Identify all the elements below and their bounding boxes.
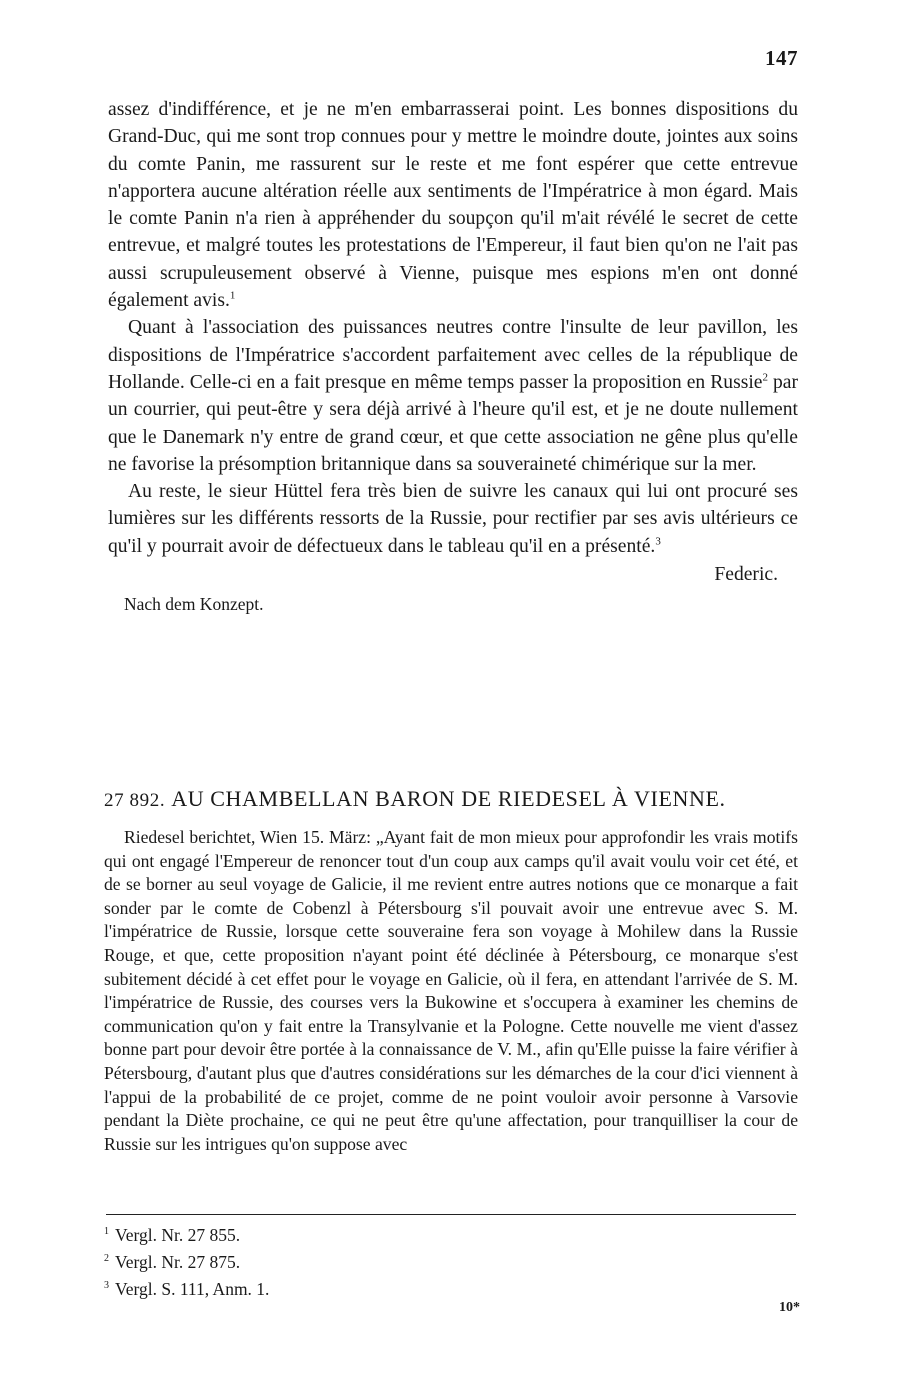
footnotes	[104, 1220, 269, 1300]
paragraph-3	[108, 478, 798, 560]
page-number: 147	[765, 46, 798, 70]
document-number: 27 892.	[104, 790, 166, 811]
document-title: AU CHAMBELLAN BARON DE RIEDESEL À VIENNE.	[171, 786, 726, 811]
paragraph-2-text-b: par un courrier, qui peut-être y sera déjà arrivé à l'heure qu'il est, et je ne doute nullement que le Danemark n'y entre de grand cœur, et que cette association ne gêne plus qu'elle ne favorise la présomption britannique dans sa souveraineté chimérique sur la mer.	[108, 371, 799, 475]
signature: Federic.	[714, 564, 778, 586]
footnote-ref-3: 3	[655, 535, 661, 548]
footnote-divider	[106, 1214, 796, 1215]
footnote	[104, 1220, 269, 1247]
footnote-ref-2: 2	[762, 371, 768, 384]
paragraph-1-text: assez d'indifférence, et je ne m'en embarrasserai point. Les bonnes dispositions du Grand-Duc, qui me sont trop connues pour y mettre le moindre doute, jointes aux soins du comte Panin, me rassurent sur le reste et me font espérer que cette entrevue n'apportera aucune altération réelle aux sentiments de l'Impératrice à mon égard. Mais le comte Panin n'a rien à appréhender du soupçon qu'il m'ait révélé le secret de cette entrevue, et malgré toutes les protestations de l'Empereur, il faut bien qu'on ne l'ait pas aussi scrupuleusement observé à Vienne, puisque mes espions m'en ont donné également avis.	[108, 99, 798, 312]
source-note: Nach dem Konzept.	[124, 594, 264, 615]
footnote	[104, 1247, 269, 1274]
footnote-ref-1: 1	[229, 289, 236, 302]
printer-signature-mark: 10*	[779, 1300, 800, 1315]
footnote-mark: 2	[104, 1252, 109, 1264]
footnote-text: Vergl. Nr. 27 855.	[115, 1224, 241, 1245]
footnote	[104, 1274, 269, 1301]
footnote-text: Vergl. Nr. 27 875.	[115, 1251, 241, 1272]
paragraph-2-text-a: Quant à l'association des puissances neutres contre l'insulte de leur pavillon, les dispositions de l'Impératrice s'accordent parfaitement avec celles de la république de Hollande. Celle-ci en a fait presque en même temps passer la proposition en Russie	[108, 317, 798, 393]
footnote-text: Vergl. S. 111, Anm. 1.	[115, 1278, 270, 1299]
footnote-mark: 1	[104, 1226, 109, 1237]
paragraph-3-text: Au reste, le sieur Hüttel fera très bien de suivre les canaux qui lui ont procuré ses lumières sur les différents ressorts de la Russie, pour rectifier par ses avis ultérieurs ce qu'il y pourrait avoir de défectueux dans le tableau qu'il en a présenté.	[108, 481, 798, 557]
document-heading	[104, 786, 798, 812]
paragraph-1	[108, 96, 798, 314]
paragraph-2	[108, 314, 798, 478]
report-paragraph: Riedesel berichtet, Wien 15. März: „Ayant fait de mon mieux pour approfondir les vrais motifs qui ont engagé l'Empereur de renoncer tout d'un coup aux camps qu'il avait voulu voir cet été, et de se borner au seul voyage de Galicie, il me revient entre autres notions que ce monarque a fait sonder par le comte de Cobenzl à Pétersbourg s'il pouvait avoir une entrevue avec S. M. l'impératrice de Russie, lorsque cette souveraine fera son voyage à Mohilew dans la Russie Rouge, et que, cette proposition n'ayant point été déclinée à Pétersbourg, ce monarque s'est subitement décidé à cet effet pour le voyage en Galicie, où il fera, en attendant l'arrivée de S. M. l'impératrice de Russie, des courses vers la Bukowine et s'occupera à examiner les chemins de communication qu'on y fait entre la Transylvanie et la Pologne. Cette nouvelle me vient d'assez bonne part pour devoir être portée à la connaissance de V. M., afin qu'Elle puisse la faire vérifier à Pétersbourg, d'autant plus que d'autres considérations sur les démarches de la cour d'ici viennent à l'appui de la probabilité de ce projet, comme de ne point vouloir avoir personne à Varsovie pendant la Diète prochaine, ce qui ne peut être qu'une affectation, pour tranquilliser la cour de Russie sur les intrigues qu'on suppose avec	[104, 827, 798, 1154]
letter-body	[108, 96, 798, 619]
footnote-mark: 3	[104, 1279, 109, 1291]
report-summary	[104, 826, 798, 1156]
